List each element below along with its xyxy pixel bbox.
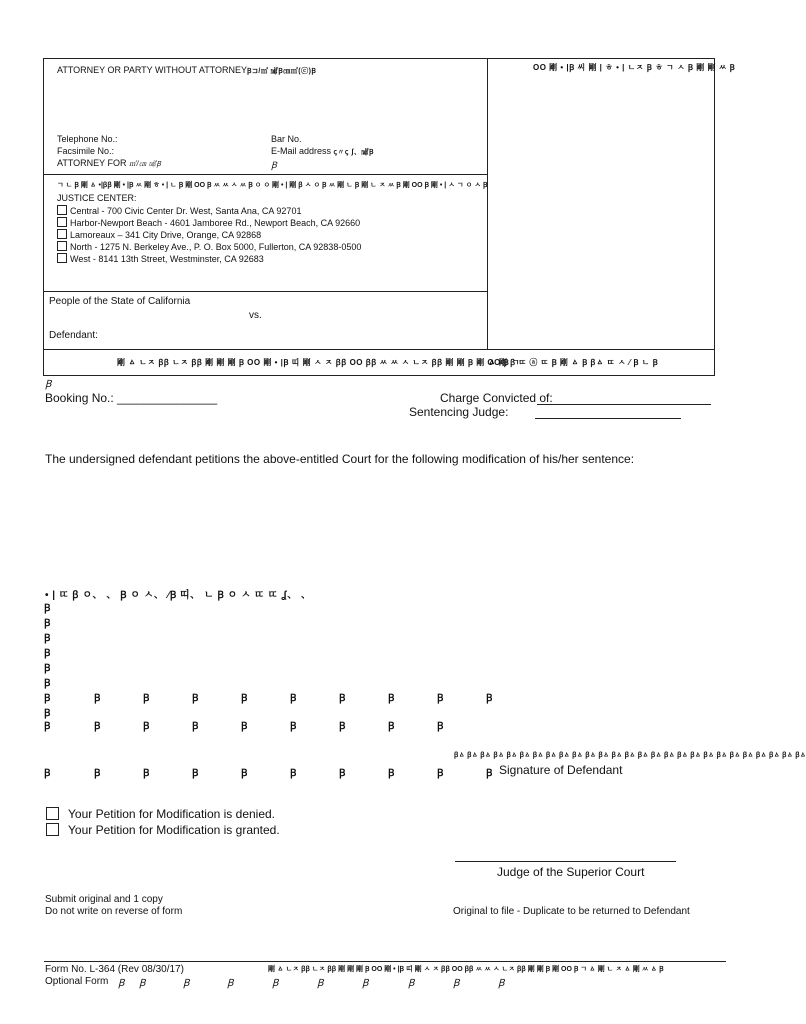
- original-label: Original to file - Duplicate to be returned to Defendant: [453, 906, 690, 917]
- reason-garble: • | ㄸ ꞵ ㅇ、 、 Ꞵ ㅇ ㅅ、 ⁄Ꞵ 띠、 ㄴ Ꞵ ㅇ ㅅ ㄸ ㄸ ʆ、 、: [45, 590, 312, 601]
- b-mark: Ꞵ: [339, 768, 346, 779]
- court-option-label: Central - 700 Civic Center Dr. West, Santa Ana, CA 92701: [70, 206, 302, 216]
- judge-label: Judge of the Superior Court: [497, 865, 645, 879]
- b-mark: Ꞵ: [241, 693, 248, 704]
- b-mark: Ꞵ: [192, 693, 199, 704]
- attorney-for-garble: ㎡/㎝ ㎯Ꞵ: [129, 161, 162, 168]
- court-option-harbor[interactable]: [57, 217, 360, 228]
- court-option-label: Harbor-Newport Beach - 4601 Jamboree Rd., Newport Beach, CA 92660: [70, 218, 361, 228]
- sentencing-label: Sentencing Judge:: [409, 405, 509, 419]
- sentencing-line[interactable]: [535, 418, 681, 419]
- petition-text: The undersigned defendant petitions the above-entitled Court for the following modification of his/her sentence:: [45, 452, 635, 466]
- court-option-central[interactable]: [57, 205, 301, 216]
- footer-rule: [44, 961, 726, 962]
- signature-line-garble: ꞵㅿ ꞵㅿ ꞵㅿ ꞵㅿ ꞵㅿ ꞵㅿ ꞵㅿ ꞵㅿ ꞵㅿ ꞵㅿ ꞵㅿ ꞵㅿ ꞵㅿ ꞵㅿ ꞵㅿ ꞵㅿ ꞵㅿ ꞵㅿ ꞵㅿ ꞵㅿ ꞵㅿ ꞵㅿ ꞵㅿ ꞵㅿ ꞵㅿ ꞵㅿ ꞵㅿ: [454, 752, 806, 759]
- facsimile-label: Facsimile No.:: [57, 146, 115, 156]
- submit-line1: Submit original and 1 copy: [45, 894, 163, 905]
- email-garble: ꞔ〃ꞔ ʃ、㎯Ꞵ: [333, 149, 375, 156]
- form-title-garble: 剛 ㅿ ㄴㅈ ꞵꞵ ㄴㅈ ꞵꞵ 剛 剛 剛 Ꞵ ОО 剛 • |Ꞵ 띠 剛 ㅅ ㅈ ꞵꞵ ОО ꞵꞵ ㅆ ㅆ ㅅ ㄴㅈ ꞵꞵ 剛 剛 Ꞵ 剛 ОО Ꞵ ㄱ: [117, 358, 521, 367]
- granted-option[interactable]: [46, 823, 280, 837]
- telephone-label: Telephone No.:: [57, 134, 118, 144]
- b-mark: Ꞵ: [44, 678, 51, 689]
- form-number: Form No. L-364 (Rev 08/30/17): [45, 964, 184, 975]
- b-mark: Ꞵ: [388, 721, 395, 732]
- email-row: [271, 146, 374, 157]
- court-option-label: Lamoreaux – 341 City Drive, Orange, CA 92868: [70, 230, 262, 240]
- denied-option[interactable]: [46, 807, 275, 821]
- judge-signature-line[interactable]: [455, 861, 676, 862]
- b-mark: Ꞵ: [44, 721, 51, 732]
- booking-label: Booking No.: _______________: [45, 391, 218, 405]
- b-mark: Ꞵ: [44, 708, 51, 719]
- caption-divider-1: [43, 174, 487, 175]
- b-mark: Ꞵ: [339, 693, 346, 704]
- b-mark: Ꞵ: [486, 768, 493, 779]
- granted-label: Your Petition for Modification is granted.: [68, 823, 280, 837]
- checkbox[interactable]: [57, 253, 67, 263]
- caption-divider-2: [43, 291, 487, 292]
- b-mark: Ꞵ: [94, 768, 101, 779]
- b-mark: Ꞵ: [437, 768, 444, 779]
- attorney-garble: Ꞵ⊐/㎡ ㎯Ꞵ㎝㎡(ⓒ)Ꞵ: [247, 68, 317, 75]
- caption-divider-3: [43, 349, 714, 350]
- court-option-lamoreaux[interactable]: [57, 229, 261, 240]
- b-mark: Ꞵ: [94, 693, 101, 704]
- b-mark: Ꞵ: [290, 693, 297, 704]
- b-mark: Ꞵ: [362, 978, 369, 989]
- b-mark: Ꞵ: [498, 978, 505, 989]
- court-option-label: West - 8141 13th Street, Westminster, CA 92683: [70, 254, 264, 264]
- b-mark: Ꞵ: [44, 633, 51, 644]
- court-header-garble: ㄱ ㄴ Ꞵ 剛 ㅿ •|ꞵꞵ 剛 • |Ꞵ ㅆ 剛 ㅎ • | ㄴ Ꞵ 剛 ОО Ꞵ ㅆ ㅆ ㅅ ㅆ Ꞵ ㅇ ㅇ 剛 • | 剛 ꞵ ㅅ ㅇ Ꞵ ㅆ 剛 ㄴ Ꞵ 剛 ㄴ ㅈ ㅆ Ꞵ 剛 ОО Ꞵ 剛 • | ㅅ ㄱ ㅇ ㅅ Ꞵ: [57, 182, 488, 189]
- justice-center-label: JUSTICE CENTER:: [57, 193, 137, 203]
- bar-label: Bar No.: [271, 134, 302, 144]
- checkbox[interactable]: [57, 229, 67, 239]
- caption-right-divider: [487, 58, 488, 349]
- court-use-garble: ОО 剛 • |Ꞵ 씨 剛 | ㅎ • | ㄴㅈ Ꞵ ㅎ ㄱ ㅅ Ꞵ 剛 剛 ㅆ Ꞵ: [533, 63, 736, 72]
- b-mark: Ꞵ: [388, 693, 395, 704]
- optional-form-label: Optional Form: [45, 976, 109, 987]
- defendant-label: Defendant:: [49, 330, 98, 341]
- attorney-label: ATTORNEY OR PARTY WITHOUT ATTORNEY: [57, 65, 248, 75]
- case-number-garble: ㅿ 剛 ꞵ ㄸ ⓐ ㄸ Ꞵ 剛 ㅿ Ꞵ ꞵㅿ ㄸ ㅅ ⁄ Ꞵ ㄴ Ꞵ: [488, 358, 659, 367]
- checkbox[interactable]: [46, 807, 59, 820]
- b-mark: Ꞵ: [453, 978, 460, 989]
- court-option-label: North - 1275 N. Berkeley Ave., P. O. Box 5000, Fullerton, CA 92838-0500: [70, 242, 362, 252]
- court-option-west[interactable]: [57, 253, 264, 264]
- b-mark: Ꞵ: [44, 663, 51, 674]
- b-mark: Ꞵ: [272, 978, 279, 989]
- b-mark: Ꞵ: [437, 721, 444, 732]
- b-mark: Ꞵ: [408, 978, 415, 989]
- checkbox[interactable]: [57, 217, 67, 227]
- b-mark: Ꞵ: [227, 978, 234, 989]
- b-mark: Ꞵ: [44, 768, 51, 779]
- b-mark: Ꞵ: [241, 768, 248, 779]
- vs-label: vs.: [249, 310, 262, 321]
- b-mark: Ꞵ: [44, 618, 51, 629]
- people-label: People of the State of California: [49, 296, 191, 307]
- b-mark: Ꞵ: [290, 768, 297, 779]
- checkbox[interactable]: [57, 241, 67, 251]
- b-mark: Ꞵ: [339, 721, 346, 732]
- b-mark: Ꞵ: [317, 978, 324, 989]
- footer-garble: 剛 ㅿ ㄴㅈ ꞵꞵ ㄴㅈ ꞵꞵ 剛 剛 剛 Ꞵ ОО 剛 • |Ꞵ 띠 剛 ㅅ ㅈ ꞵꞵ ОО ꞵꞵ ㅆ ㅆ ㅅ ㄴㅈ ꞵꞵ 剛 剛 Ꞵ 剛 ОО Ꞵ ㄱ ㅿ 剛 ㄴ ㅈ ㅿ 剛 ㅆ ㅿ Ꞵ: [268, 966, 664, 973]
- charge-line[interactable]: [537, 404, 711, 405]
- checkbox[interactable]: [46, 823, 59, 836]
- email-label: E-Mail address: [271, 146, 332, 156]
- signature-label: Signature of Defendant: [499, 763, 623, 777]
- optional-form-row: [45, 976, 108, 987]
- b-mark: Ꞵ: [290, 721, 297, 732]
- b-mark: Ꞵ: [143, 693, 150, 704]
- b-mark: Ꞵ: [143, 721, 150, 732]
- submit-line2: Do not write on reverse of form: [45, 906, 183, 917]
- b-mark: Ꞵ: [118, 978, 125, 989]
- b-mark: Ꞵ: [139, 978, 146, 989]
- attorney-for-row: [57, 158, 161, 169]
- b-mark: Ꞵ: [241, 721, 248, 732]
- attorney-label-row: [57, 65, 316, 76]
- b-mark: Ꞵ: [94, 721, 101, 732]
- court-option-north[interactable]: [57, 241, 361, 252]
- attorney-for-label: ATTORNEY FOR: [57, 158, 127, 168]
- b-mark: Ꞵ: [486, 693, 493, 704]
- b-mark: Ꞵ: [143, 768, 150, 779]
- b-mark: Ꞵ: [388, 768, 395, 779]
- denied-label: Your Petition for Modification is denied.: [68, 807, 276, 821]
- b-mark: Ꞵ: [44, 603, 51, 614]
- bar-b-mark: Ꞵ: [271, 160, 277, 170]
- b-mark: Ꞵ: [183, 978, 190, 989]
- b-mark: Ꞵ: [44, 648, 51, 659]
- b-mark: Ꞵ: [437, 693, 444, 704]
- charge-label: Charge Convicted of:: [440, 391, 553, 405]
- b-mark: Ꞵ: [45, 379, 52, 390]
- b-mark: Ꞵ: [44, 693, 51, 704]
- b-mark: Ꞵ: [192, 721, 199, 732]
- checkbox[interactable]: [57, 205, 67, 215]
- b-mark: Ꞵ: [192, 768, 199, 779]
